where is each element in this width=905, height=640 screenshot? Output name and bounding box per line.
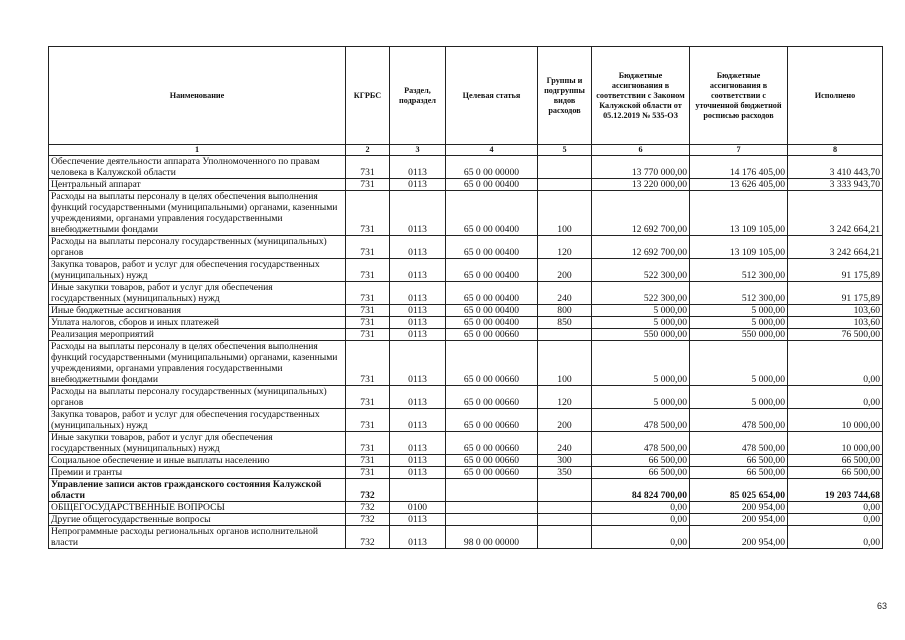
row-group-cell: 850 <box>538 317 592 329</box>
header-target-article: Целевая статья <box>446 47 538 145</box>
row-section-cell: 0113 <box>390 526 446 549</box>
row-law-amount-cell: 5 000,00 <box>592 305 690 317</box>
header-name: Наименование <box>49 47 346 145</box>
column-number: 5 <box>538 145 592 156</box>
row-executed-amount-cell: 0,00 <box>788 526 883 549</box>
row-group-cell <box>538 514 592 526</box>
row-law-amount-cell: 478 500,00 <box>592 432 690 455</box>
row-refined-amount-cell: 200 954,00 <box>690 514 788 526</box>
row-name-cell: Иные закупки товаров, работ и услуг для обеспечения государственных (муниципальных) нужд <box>49 282 346 305</box>
row-law-amount-cell: 522 300,00 <box>592 259 690 282</box>
row-law-amount-cell: 0,00 <box>592 502 690 514</box>
row-refined-amount-cell: 5 000,00 <box>690 317 788 329</box>
row-law-amount-cell: 478 500,00 <box>592 409 690 432</box>
row-refined-amount-cell: 550 000,00 <box>690 329 788 341</box>
row-executed-amount-cell: 91 175,89 <box>788 282 883 305</box>
row-executed-amount-cell: 76 500,00 <box>788 329 883 341</box>
row-target-cell: 65 0 00 00660 <box>446 409 538 432</box>
row-kgrbs-cell: 732 <box>346 514 390 526</box>
row-target-cell: 65 0 00 00660 <box>446 341 538 386</box>
column-number-row <box>49 145 883 156</box>
row-section-cell: 0113 <box>390 259 446 282</box>
row-name-cell: Расходы на выплаты персоналу в целях обеспечения выполнения функций государственными (муниципальными) органами, казенными учреждениями, органами управления государственными внебюджетными фондами <box>49 191 346 236</box>
row-executed-amount-cell: 3 242 664,21 <box>788 191 883 236</box>
table-row <box>49 514 883 526</box>
row-target-cell <box>446 479 538 502</box>
row-group-cell: 120 <box>538 386 592 409</box>
row-refined-amount-cell: 66 500,00 <box>690 467 788 479</box>
row-refined-amount-cell: 512 300,00 <box>690 282 788 305</box>
row-section-cell: 0113 <box>390 191 446 236</box>
row-group-cell <box>538 502 592 514</box>
table-row <box>49 455 883 467</box>
row-group-cell <box>538 479 592 502</box>
row-group-cell <box>538 526 592 549</box>
row-executed-amount-cell: 66 500,00 <box>788 467 883 479</box>
row-law-amount-cell: 0,00 <box>592 526 690 549</box>
table-row <box>49 156 883 179</box>
row-section-cell: 0113 <box>390 236 446 259</box>
row-target-cell: 65 0 00 00660 <box>446 329 538 341</box>
row-kgrbs-cell: 731 <box>346 467 390 479</box>
row-group-cell: 100 <box>538 191 592 236</box>
row-kgrbs-cell: 731 <box>346 341 390 386</box>
table-row <box>49 386 883 409</box>
table-row <box>49 305 883 317</box>
header-kgrbs: КГРБС <box>346 47 390 145</box>
table-row <box>49 329 883 341</box>
row-kgrbs-cell: 732 <box>346 526 390 549</box>
row-executed-amount-cell: 0,00 <box>788 341 883 386</box>
row-name-cell: Другие общегосударственные вопросы <box>49 514 346 526</box>
row-group-cell: 200 <box>538 409 592 432</box>
row-target-cell: 65 0 00 00400 <box>446 191 538 236</box>
row-target-cell: 65 0 00 00400 <box>446 305 538 317</box>
header-refined-allocations: Бюджетные ассигнования в соответствии с уточненной бюджетной росписью расходов <box>690 47 788 145</box>
row-executed-amount-cell: 19 203 744,68 <box>788 479 883 502</box>
row-law-amount-cell: 12 692 700,00 <box>592 236 690 259</box>
row-name-cell: Реализация мероприятий <box>49 329 346 341</box>
row-kgrbs-cell: 731 <box>346 156 390 179</box>
row-executed-amount-cell: 3 410 443,70 <box>788 156 883 179</box>
row-target-cell: 65 0 00 00660 <box>446 386 538 409</box>
row-name-cell: Закупка товаров, работ и услуг для обеспечения государственных (муниципальных) нужд <box>49 409 346 432</box>
row-kgrbs-cell: 731 <box>346 236 390 259</box>
row-name-cell: Расходы на выплаты персоналу государственных (муниципальных) органов <box>49 236 346 259</box>
header-expense-group: Группы и подгруппы видов расходов <box>538 47 592 145</box>
row-group-cell: 240 <box>538 432 592 455</box>
row-group-cell <box>538 179 592 191</box>
table-row <box>49 409 883 432</box>
row-kgrbs-cell: 731 <box>346 317 390 329</box>
row-target-cell: 65 0 00 00400 <box>446 236 538 259</box>
row-section-cell: 0113 <box>390 282 446 305</box>
row-target-cell: 65 0 00 00660 <box>446 455 538 467</box>
column-number: 6 <box>592 145 690 156</box>
row-name-cell: Расходы на выплаты персоналу в целях обеспечения выполнения функций государственными (муниципальными) органами, казенными учреждениями, органами управления государственными внебюджетными фондами <box>49 341 346 386</box>
row-refined-amount-cell: 85 025 654,00 <box>690 479 788 502</box>
row-refined-amount-cell: 5 000,00 <box>690 305 788 317</box>
table-row <box>49 467 883 479</box>
table-row <box>49 179 883 191</box>
row-law-amount-cell: 84 824 700,00 <box>592 479 690 502</box>
row-refined-amount-cell: 13 626 405,00 <box>690 179 788 191</box>
column-number: 4 <box>446 145 538 156</box>
row-name-cell: Закупка товаров, работ и услуг для обеспечения государственных (муниципальных) нужд <box>49 259 346 282</box>
row-target-cell: 98 0 00 00000 <box>446 526 538 549</box>
row-group-cell: 100 <box>538 341 592 386</box>
header-row <box>49 47 883 145</box>
row-executed-amount-cell: 3 333 943,70 <box>788 179 883 191</box>
row-group-cell <box>538 329 592 341</box>
column-number: 2 <box>346 145 390 156</box>
row-kgrbs-cell: 731 <box>346 179 390 191</box>
row-target-cell <box>446 514 538 526</box>
header-section: Раздел, подраздел <box>390 47 446 145</box>
row-name-cell: Иные закупки товаров, работ и услуг для обеспечения государственных (муниципальных) нужд <box>49 432 346 455</box>
row-law-amount-cell: 5 000,00 <box>592 317 690 329</box>
row-law-amount-cell: 5 000,00 <box>592 386 690 409</box>
row-section-cell: 0113 <box>390 514 446 526</box>
header-law-allocations: Бюджетные ассигнования в соответствии с Законом Калужской области от 05.12.2019 № 535-ОЗ <box>592 47 690 145</box>
row-law-amount-cell: 0,00 <box>592 514 690 526</box>
row-kgrbs-cell: 731 <box>346 282 390 305</box>
table-row <box>49 259 883 282</box>
row-executed-amount-cell: 0,00 <box>788 514 883 526</box>
row-refined-amount-cell: 13 109 105,00 <box>690 191 788 236</box>
table-row <box>49 432 883 455</box>
row-section-cell: 0113 <box>390 467 446 479</box>
row-name-cell: Обеспечение деятельности аппарата Уполномоченного по правам человека в Калужской области <box>49 156 346 179</box>
column-number: 1 <box>49 145 346 156</box>
table-row <box>49 341 883 386</box>
table-row <box>49 317 883 329</box>
row-name-cell: Расходы на выплаты персоналу государственных (муниципальных) органов <box>49 386 346 409</box>
page-number: 63 <box>876 601 887 611</box>
row-target-cell: 65 0 00 00400 <box>446 179 538 191</box>
row-refined-amount-cell: 13 109 105,00 <box>690 236 788 259</box>
row-group-cell: 350 <box>538 467 592 479</box>
row-refined-amount-cell: 14 176 405,00 <box>690 156 788 179</box>
column-number: 8 <box>788 145 883 156</box>
row-refined-amount-cell: 512 300,00 <box>690 259 788 282</box>
row-target-cell <box>446 502 538 514</box>
row-section-cell: 0113 <box>390 317 446 329</box>
row-kgrbs-cell: 731 <box>346 432 390 455</box>
row-kgrbs-cell: 732 <box>346 502 390 514</box>
row-section-cell: 0113 <box>390 455 446 467</box>
row-refined-amount-cell: 478 500,00 <box>690 409 788 432</box>
row-name-cell: Иные бюджетные ассигнования <box>49 305 346 317</box>
budget-report-page <box>48 46 882 549</box>
row-group-cell <box>538 156 592 179</box>
row-section-cell: 0100 <box>390 502 446 514</box>
row-name-cell: Центральный аппарат <box>49 179 346 191</box>
row-law-amount-cell: 66 500,00 <box>592 455 690 467</box>
table-row <box>49 236 883 259</box>
row-target-cell: 65 0 00 00400 <box>446 282 538 305</box>
row-section-cell: 0113 <box>390 305 446 317</box>
row-law-amount-cell: 550 000,00 <box>592 329 690 341</box>
row-kgrbs-cell: 731 <box>346 259 390 282</box>
row-section-cell: 0113 <box>390 409 446 432</box>
row-law-amount-cell: 13 220 000,00 <box>592 179 690 191</box>
row-group-cell: 300 <box>538 455 592 467</box>
row-name-cell: Управление записи актов гражданского состояния Калужской области <box>49 479 346 502</box>
row-name-cell: Уплата налогов, сборов и иных платежей <box>49 317 346 329</box>
row-refined-amount-cell: 478 500,00 <box>690 432 788 455</box>
row-name-cell: Премии и гранты <box>49 467 346 479</box>
row-kgrbs-cell: 732 <box>346 479 390 502</box>
table-row <box>49 502 883 514</box>
table-row <box>49 479 883 502</box>
row-name-cell: Непрограммные расходы региональных органов исполнительной власти <box>49 526 346 549</box>
row-kgrbs-cell: 731 <box>346 386 390 409</box>
row-law-amount-cell: 522 300,00 <box>592 282 690 305</box>
table-body <box>49 156 883 549</box>
row-refined-amount-cell: 5 000,00 <box>690 386 788 409</box>
row-executed-amount-cell: 103,60 <box>788 305 883 317</box>
row-target-cell: 65 0 00 00000 <box>446 156 538 179</box>
row-group-cell: 200 <box>538 259 592 282</box>
row-executed-amount-cell: 103,60 <box>788 317 883 329</box>
budget-table <box>48 46 883 549</box>
row-group-cell: 240 <box>538 282 592 305</box>
row-refined-amount-cell: 5 000,00 <box>690 341 788 386</box>
header-executed: Исполнено <box>788 47 883 145</box>
table-row <box>49 526 883 549</box>
row-executed-amount-cell: 0,00 <box>788 386 883 409</box>
row-executed-amount-cell: 3 242 664,21 <box>788 236 883 259</box>
row-target-cell: 65 0 00 00660 <box>446 432 538 455</box>
table-row <box>49 191 883 236</box>
row-executed-amount-cell: 91 175,89 <box>788 259 883 282</box>
row-refined-amount-cell: 66 500,00 <box>690 455 788 467</box>
row-section-cell: 0113 <box>390 156 446 179</box>
row-law-amount-cell: 13 770 000,00 <box>592 156 690 179</box>
row-section-cell: 0113 <box>390 179 446 191</box>
row-executed-amount-cell: 10 000,00 <box>788 432 883 455</box>
row-executed-amount-cell: 10 000,00 <box>788 409 883 432</box>
row-law-amount-cell: 66 500,00 <box>592 467 690 479</box>
row-executed-amount-cell: 0,00 <box>788 502 883 514</box>
column-number: 3 <box>390 145 446 156</box>
row-section-cell: 0113 <box>390 432 446 455</box>
row-target-cell: 65 0 00 00660 <box>446 467 538 479</box>
row-kgrbs-cell: 731 <box>346 305 390 317</box>
row-section-cell <box>390 479 446 502</box>
row-name-cell: Социальное обеспечение и иные выплаты населению <box>49 455 346 467</box>
row-law-amount-cell: 12 692 700,00 <box>592 191 690 236</box>
row-section-cell: 0113 <box>390 329 446 341</box>
row-name-cell: ОБЩЕГОСУДАРСТВЕННЫЕ ВОПРОСЫ <box>49 502 346 514</box>
column-number: 7 <box>690 145 788 156</box>
row-target-cell: 65 0 00 00400 <box>446 317 538 329</box>
row-kgrbs-cell: 731 <box>346 329 390 341</box>
row-refined-amount-cell: 200 954,00 <box>690 502 788 514</box>
row-executed-amount-cell: 66 500,00 <box>788 455 883 467</box>
row-target-cell: 65 0 00 00400 <box>446 259 538 282</box>
row-kgrbs-cell: 731 <box>346 409 390 432</box>
table-row <box>49 282 883 305</box>
row-section-cell: 0113 <box>390 386 446 409</box>
row-group-cell: 120 <box>538 236 592 259</box>
row-refined-amount-cell: 200 954,00 <box>690 526 788 549</box>
row-group-cell: 800 <box>538 305 592 317</box>
row-kgrbs-cell: 731 <box>346 455 390 467</box>
row-law-amount-cell: 5 000,00 <box>592 341 690 386</box>
row-section-cell: 0113 <box>390 341 446 386</box>
row-kgrbs-cell: 731 <box>346 191 390 236</box>
